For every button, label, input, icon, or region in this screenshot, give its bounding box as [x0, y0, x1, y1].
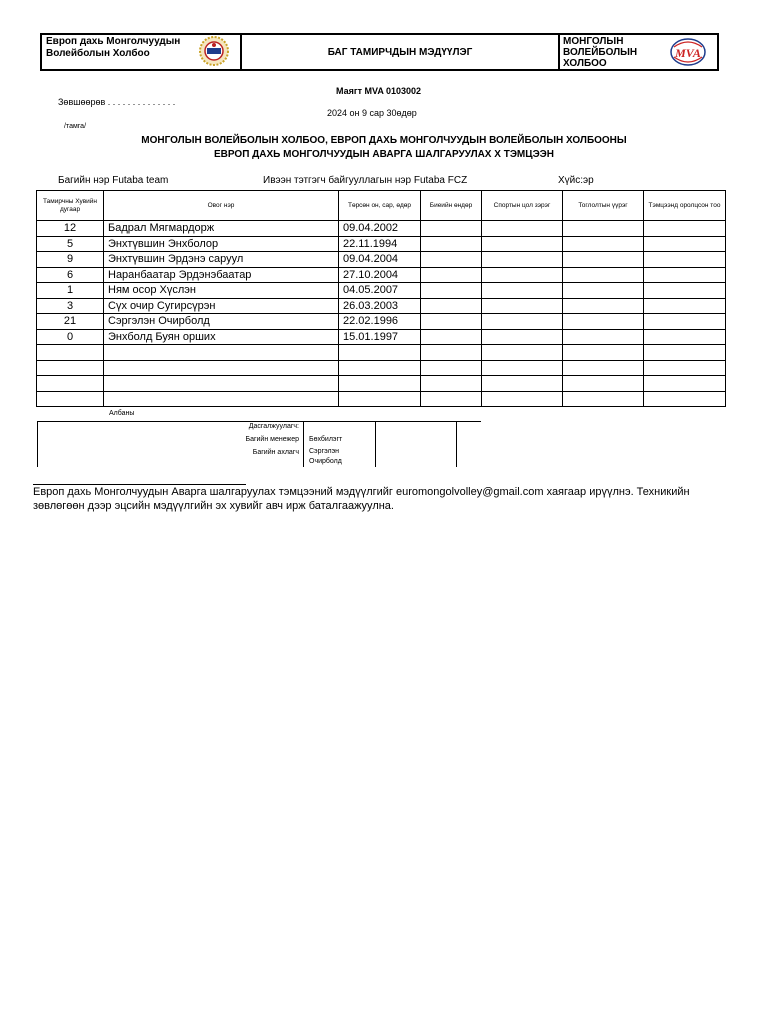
manager-label: Багийн менежер — [245, 436, 299, 443]
table-row: 21 Сэргэлэн Очирболд 22.02.1996 — [37, 314, 726, 330]
table-row-empty — [37, 391, 726, 407]
header-right-cell — [560, 35, 717, 69]
col-header-dob: Төрсөн он, сар, өдөр — [339, 191, 421, 221]
table-row: 3 Сүх очир Сугирсүрэн 26.03.2003 — [37, 298, 726, 314]
roster-table — [36, 190, 726, 407]
col-header-role: Тоглолтын үүрэг — [563, 191, 644, 221]
captain-name-line1: Сэргэлэн — [309, 448, 340, 455]
staff-border — [375, 422, 376, 467]
right-org-name: МОНГОЛЫН ВОЛЕЙБОЛЫН ХОЛБОО — [563, 36, 638, 69]
staff-border — [303, 422, 304, 467]
col-header-name: Овог нэр — [104, 191, 339, 221]
header-left-cell — [42, 35, 242, 69]
submission-note: Европ дахь Монголчуудын Аварга шалгаруулах тэмцээний мэдүүлгийг euromongolvolley@gmail.com хаягаар ирүүлнэ. Техникийн зөвлөгөөн дээр эцсийн мэдүүлгийн эх хувийг авч ирж баталгаажуулна. — [33, 486, 690, 512]
staff-border — [37, 422, 38, 467]
table-row: 1 Ням осор Хүслэн 04.05.2007 — [37, 283, 726, 299]
col-header-participation: Тэмцээнд оролцсон тоо — [644, 191, 726, 221]
col-header-height: Биеийн өндөр — [421, 191, 482, 221]
team-name: Багийн нэр Futaba team — [58, 175, 169, 186]
col-header-sport-rank: Спортын цол зэрэг — [482, 191, 563, 221]
staff-table — [37, 421, 481, 467]
table-row: 6 Наранбаатар Эрдэнэбаатар 27.10.2004 — [37, 267, 726, 283]
header-band — [40, 33, 719, 71]
svg-text:MVA: MVA — [675, 46, 701, 60]
table-row: 12 Бадрал Мягмардорж 09.04.2002 — [37, 221, 726, 237]
volleyball-federation-logo-icon — [668, 37, 708, 67]
competition-title-line1: МОНГОЛЫН ВОЛЕЙБОЛЫН ХОЛБОО, ЕВРОП ДАХЬ МОНГОЛЧУУДЫН ВОЛЕЙБОЛЫН ХОЛБООНЫ — [141, 135, 627, 146]
table-row-empty — [37, 376, 726, 392]
table-row: 9 Энхтүвшин Эрдэнэ саруул 09.04.2004 — [37, 252, 726, 268]
table-row-empty — [37, 345, 726, 361]
competition-title-line2: ЕВРОП ДАХЬ МОНГОЛЧУУДЫН АВАРГА ШАЛГАРУУЛАХ X ТЭМЦЭЭН — [213, 149, 555, 160]
table-row: 0 Энхболд Буян орших 15.01.1997 — [37, 329, 726, 345]
sponsor-org: Ивээн тэтгэгч байгууллагын нэр Futaba FCZ — [263, 175, 468, 186]
table-row-empty — [37, 360, 726, 376]
header-center-cell — [242, 35, 560, 69]
table-row: 5 Энхтүвшин Энхболор 22.11.1994 — [37, 236, 726, 252]
captain-name-line2: Очирболд — [309, 458, 342, 465]
manager-name: Бөхбилэгт — [309, 436, 343, 443]
left-org-name: Европ дахь Монголчуудын Волейболын Холбоо — [46, 36, 181, 59]
form-number: Маягт MVA 0103002 — [336, 86, 422, 96]
coach-label: Дасгалжуулагч: — [248, 423, 299, 430]
form-title: БАГ ТАМИРЧДЫН МЭДҮҮЛЭГ — [327, 47, 473, 58]
table-header-row — [37, 191, 726, 221]
approved-line: Зөвшөөрөв . . . . . . . . . . . . . . — [58, 97, 176, 107]
gender: Хүйс:эр — [558, 175, 594, 186]
captain-label: Багийн ахлагч — [252, 449, 299, 456]
emblem-logo-icon — [198, 35, 230, 67]
col-header-number: Тамирчны Хувийн дугаар — [37, 191, 104, 221]
staff-border — [456, 422, 457, 467]
stamp-label: /тамга/ — [64, 123, 87, 130]
staff-position-label: Албаны — [109, 410, 135, 417]
form-date: 2024 он 9 сар 30өдөр — [327, 108, 417, 118]
